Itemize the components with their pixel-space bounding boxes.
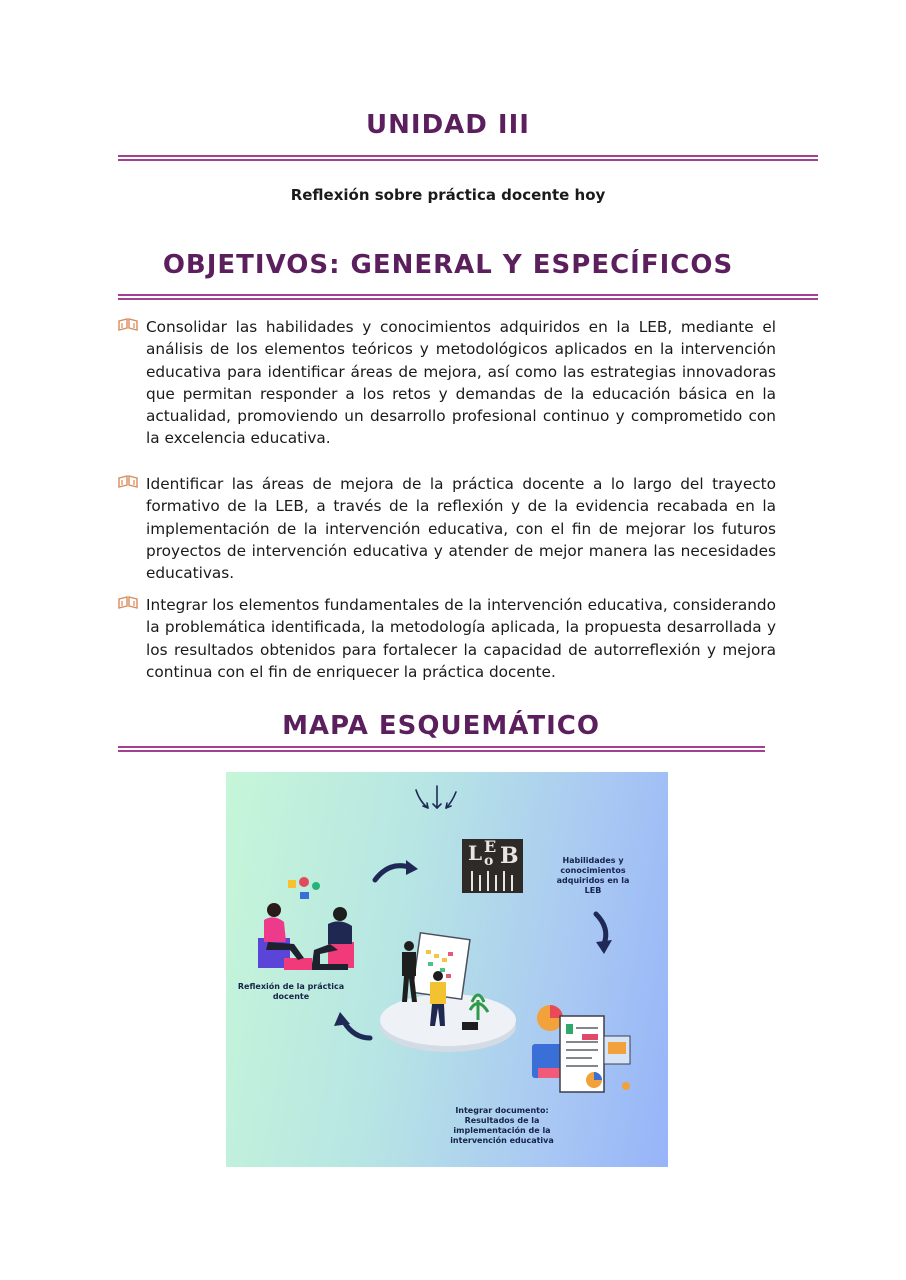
- curved-arrow-icon: [328, 1008, 374, 1042]
- title-divider: [118, 155, 818, 161]
- label-skills: Habilidades y conocimientos adquiridos en la LEB: [556, 856, 630, 895]
- curved-arrow-icon: [372, 856, 422, 884]
- unit-title: UNIDAD III: [366, 110, 530, 140]
- book-bullet-icon: [118, 318, 138, 332]
- label-reflection: Reflexión de la práctica docente: [237, 982, 345, 1001]
- subtitle: Reflexión sobre práctica docente hoy: [290, 186, 606, 204]
- book-bullet-icon: [118, 475, 138, 489]
- label-integrate: Integrar documento: Resultados de la implementación de la intervención educativa: [450, 1106, 554, 1145]
- objective-text: Integrar los elementos fundamentales de la intervención educativa, considerando la problemática identificada, la metodología aplicada, la propuesta desarrollada y los resultados obtenidos para fortalecer la capacidad de autorreflexión y mejora continua con el fin de enriquecer la práctica docente.: [146, 596, 776, 681]
- objective-item: [118, 316, 776, 450]
- leb-logo: L o B E: [462, 839, 523, 893]
- objectives-title: OBJETIVOS: GENERAL Y ESPECÍFICOS: [162, 250, 734, 280]
- objectives-divider: [118, 294, 818, 300]
- objective-text: Identificar las áreas de mejora de la práctica docente a lo largo del trayecto formativo de la LEB, a través de la reflexión y de la evidencia recabada en la implementación de la intervención educativa, con el fin de mejorar los futuros proyectos de intervención educativa y atender de mejor manera las necesidades educativas.: [146, 475, 776, 583]
- map-divider: [118, 746, 765, 752]
- objective-item: [118, 594, 776, 683]
- objective-item: [118, 473, 776, 584]
- objective-text: Consolidar las habilidades y conocimientos adquiridos en la LEB, mediante el análisis de los elementos teóricos y metodológicos aplicados en la intervención educativa para identificar áreas de mejora, así como las estrategias innovadoras que permitan responder a los retos y demandas de la educación básica en la actualidad, promoviendo un desarrollo profesional continuo y comprometido con la excelencia educativa.: [146, 318, 776, 448]
- document-illustration: [526, 998, 642, 1104]
- map-title: MAPA ESQUEMÁTICO: [282, 711, 600, 741]
- people-discussing-illustration: [254, 872, 364, 972]
- curved-arrow-icon: [588, 910, 618, 958]
- schematic-map-image: [226, 772, 668, 1167]
- book-bullet-icon: [118, 596, 138, 610]
- falling-arrows-icon: [412, 784, 462, 814]
- presentation-platform-illustration: [376, 928, 526, 1058]
